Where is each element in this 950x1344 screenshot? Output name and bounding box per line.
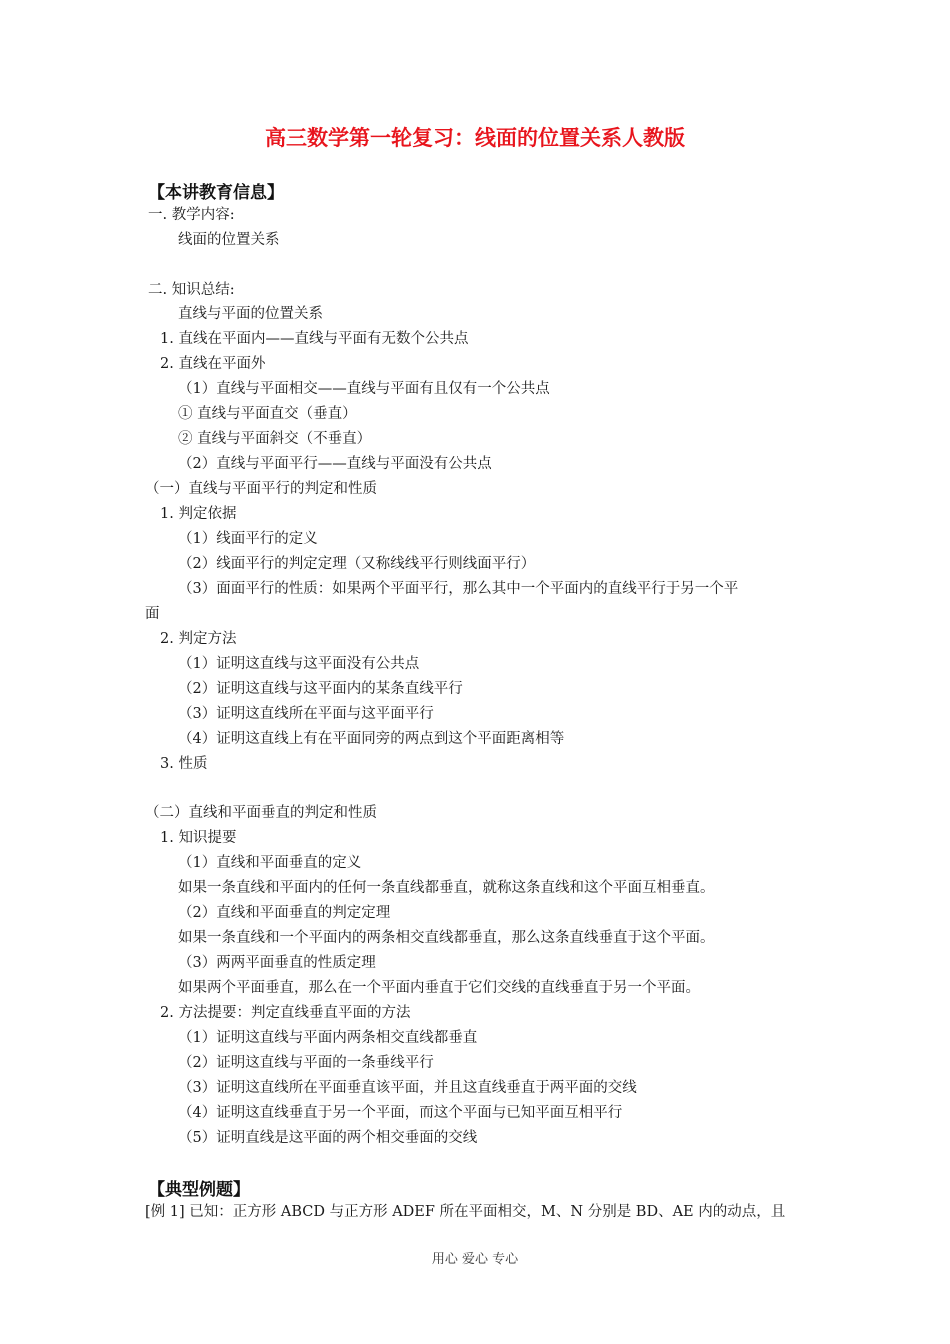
text-line: （2）证明这直线与这平面内的某条直线平行	[178, 681, 463, 697]
text-line: 面	[145, 606, 160, 622]
text-line: 如果一条直线和平面内的任何一条直线都垂直，就称这条直线和这个平面互相垂直。	[178, 880, 715, 896]
text-line: （一）直线与平面平行的判定和性质	[145, 481, 377, 497]
text-line: （1）证明这直线与平面内两条相交直线都垂直	[178, 1030, 478, 1046]
text-line: （1）证明这直线与这平面没有公共点	[178, 656, 420, 672]
text-line: （2）直线和平面垂直的判定定理	[178, 905, 391, 921]
text-line: 2. 直线在平面外	[160, 356, 266, 372]
section-heading-info: 【本讲教育信息】	[148, 183, 284, 203]
text-line: （4）证明这直线垂直于另一个平面，而这个平面与已知平面互相平行	[178, 1105, 623, 1121]
text-line: 一. 教学内容:	[148, 207, 235, 223]
text-line: 二. 知识总结:	[148, 282, 235, 298]
text-line: 1. 直线在平面内——直线与平面有无数个公共点	[160, 331, 469, 347]
text-line: [例 1] 已知：正方形 ABCD 与正方形 ADEF 所在平面相交，M、N 分别是 BD、AE 内的动点，且	[145, 1204, 786, 1220]
text-line: （3）证明这直线所在平面垂直该平面，并且这直线垂直于两平面的交线	[178, 1080, 637, 1096]
text-line: （1）直线和平面垂直的定义	[178, 855, 362, 871]
text-line: 如果两个平面垂直，那么在一个平面内垂直于它们交线的直线垂直于另一个平面。	[178, 980, 700, 996]
text-line: 1. 判定依据	[160, 506, 237, 522]
section-heading-examples: 【典型例题】	[148, 1180, 250, 1200]
text-line: （4）证明这直线上有在平面同旁的两点到这个平面距离相等	[178, 731, 565, 747]
text-line: 3. 性质	[160, 756, 208, 772]
text-line: （5）证明直线是这平面的两个相交垂面的交线	[178, 1130, 478, 1146]
text-line: ① 直线与平面直交（垂直）	[178, 406, 357, 422]
text-line: 直线与平面的位置关系	[178, 306, 323, 322]
text-line: （3）面面平行的性质：如果两个平面平行，那么其中一个平面内的直线平行于另一个平	[178, 581, 739, 597]
text-line: （3）证明这直线所在平面与这平面平行	[178, 706, 434, 722]
text-line: （2）直线与平面平行——直线与平面没有公共点	[178, 456, 492, 472]
text-line: （2）证明这直线与平面的一条垂线平行	[178, 1055, 434, 1071]
text-line: （2）线面平行的判定定理（又称线线平行则线面平行）	[178, 556, 536, 572]
text-line: 2. 判定方法	[160, 631, 237, 647]
text-line: 1. 知识提要	[160, 830, 237, 846]
text-line: （二）直线和平面垂直的判定和性质	[145, 805, 377, 821]
text-line: ② 直线与平面斜交（不垂直）	[178, 431, 372, 447]
text-line: 线面的位置关系	[178, 232, 280, 248]
text-line: 如果一条直线和一个平面内的两条相交直线都垂直，那么这条直线垂直于这个平面。	[178, 930, 715, 946]
text-line: 2. 方法提要：判定直线垂直平面的方法	[160, 1005, 411, 1021]
page-footer: 用心 爱心 专心	[431, 1252, 519, 1267]
text-line: （1）线面平行的定义	[178, 531, 318, 547]
page-title: 高三数学第一轮复习：线面的位置关系人教版	[265, 126, 685, 150]
text-line: （1）直线与平面相交——直线与平面有且仅有一个公共点	[178, 381, 550, 397]
text-line: （3）两两平面垂直的性质定理	[178, 955, 376, 971]
